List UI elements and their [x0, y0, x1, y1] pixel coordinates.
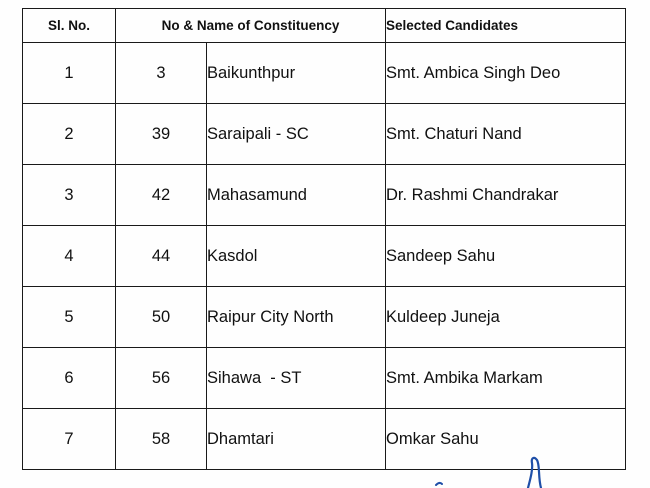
cell-constituency-no: 58 — [116, 409, 207, 470]
cell-constituency-name: Mahasamund — [207, 165, 386, 226]
cell-sl-no: 7 — [23, 409, 116, 470]
cell-sl-no: 3 — [23, 165, 116, 226]
cell-candidate: Smt. Ambica Singh Deo — [386, 43, 626, 104]
cell-sl-no: 6 — [23, 348, 116, 409]
cell-constituency-name: Dhamtari — [207, 409, 386, 470]
cell-constituency-no: 3 — [116, 43, 207, 104]
table-row — [23, 104, 626, 165]
table-header-row — [23, 9, 626, 43]
cell-candidate: Smt. Ambika Markam — [386, 348, 626, 409]
cell-sl-no: 4 — [23, 226, 116, 287]
table-row — [23, 348, 626, 409]
cell-constituency-no: 44 — [116, 226, 207, 287]
table-row — [23, 226, 626, 287]
cell-constituency-name: Baikunthpur — [207, 43, 386, 104]
table-row — [23, 287, 626, 348]
cell-constituency-name: Kasdol — [207, 226, 386, 287]
cell-candidate: Omkar Sahu — [386, 409, 626, 470]
table-row — [23, 165, 626, 226]
cell-candidate: Kuldeep Juneja — [386, 287, 626, 348]
table-row — [23, 43, 626, 104]
cell-candidate: Sandeep Sahu — [386, 226, 626, 287]
signature-scribble — [420, 455, 560, 488]
cell-constituency-no: 42 — [116, 165, 207, 226]
cell-sl-no: 2 — [23, 104, 116, 165]
header-sl-no: Sl. No. — [23, 9, 116, 43]
cell-constituency-no: 56 — [116, 348, 207, 409]
cell-constituency-name: Raipur City North — [207, 287, 386, 348]
cell-sl-no: 1 — [23, 43, 116, 104]
cell-constituency-name: Sihawa - ST — [207, 348, 386, 409]
candidates-table — [22, 8, 626, 470]
cell-candidate: Dr. Rashmi Chandrakar — [386, 165, 626, 226]
header-constituency: No & Name of Constituency — [116, 9, 386, 43]
cell-candidate: Smt. Chaturi Nand — [386, 104, 626, 165]
cell-sl-no: 5 — [23, 287, 116, 348]
cell-constituency-no: 39 — [116, 104, 207, 165]
cell-constituency-no: 50 — [116, 287, 207, 348]
header-selected-candidates: Selected Candidates — [386, 9, 626, 43]
cell-constituency-name: Saraipali - SC — [207, 104, 386, 165]
